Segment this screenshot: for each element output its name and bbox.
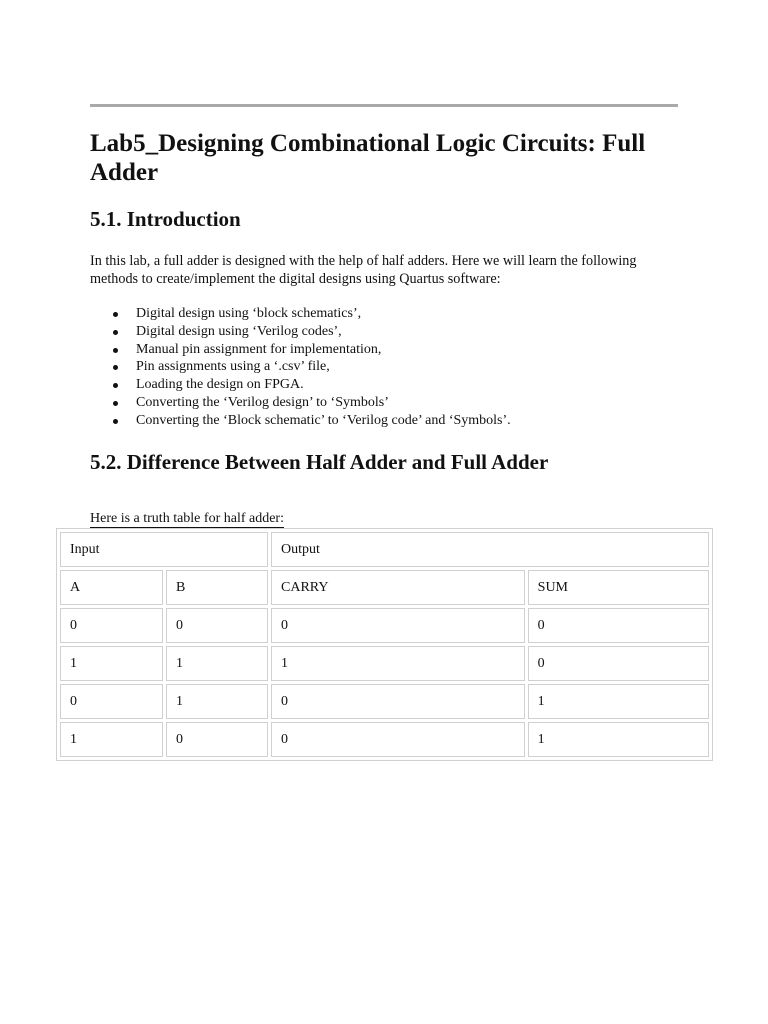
methods-list	[90, 305, 511, 430]
introduction-line-2: methods to create/implement the digital designs using Quartus software:	[90, 271, 501, 287]
list-item-text: Manual pin assignment for implementation,	[136, 341, 382, 357]
table-column-header-row	[60, 570, 709, 605]
table-cell: 0	[528, 608, 709, 643]
list-item-text: Loading the design on FPGA.	[136, 377, 304, 393]
bullet-icon	[113, 365, 118, 370]
difference-heading: 5.2. Difference Between Half Adder and Full Adder	[90, 450, 549, 474]
table-cell: 1	[271, 646, 525, 681]
table-cell: 1	[166, 646, 268, 681]
table-row	[60, 684, 709, 719]
list-item-text: Converting the ‘Verilog design’ to ‘Symbols’	[136, 394, 389, 410]
bullet-icon	[113, 348, 118, 353]
introduction-paragraph	[90, 252, 690, 288]
table-row	[60, 722, 709, 757]
bullet-icon	[113, 401, 118, 406]
table-cell: 1	[528, 684, 709, 719]
input-group-header: Input	[60, 532, 268, 567]
list-item	[90, 358, 511, 376]
table-cell: 0	[166, 608, 268, 643]
bullet-icon	[113, 330, 118, 335]
list-item	[90, 305, 511, 323]
bullet-icon	[113, 312, 118, 317]
table-cell: 0	[60, 608, 163, 643]
list-item	[90, 394, 511, 412]
list-item	[90, 376, 511, 394]
introduction-heading: 5.1. Introduction	[90, 207, 241, 231]
introduction-line-1: In this lab, a full adder is designed with the help of half adders. Here we will learn the following	[90, 253, 637, 269]
table-row	[60, 608, 709, 643]
table-cell: 0	[271, 684, 525, 719]
table-caption: Here is a truth table for half adder:	[90, 511, 284, 526]
table-group-header-row	[60, 532, 709, 567]
list-item	[90, 412, 511, 430]
list-item-text: Digital design using ‘block schematics’,	[136, 306, 362, 321]
table-cell: 1	[60, 646, 163, 681]
table-cell: 0	[166, 722, 268, 757]
table-cell: 1	[166, 684, 268, 719]
column-header-sum: SUM	[528, 570, 709, 605]
list-item	[90, 323, 511, 341]
column-header-carry: CARRY	[271, 570, 525, 605]
bullet-icon	[113, 419, 118, 424]
column-header-b: B	[166, 570, 268, 605]
half-adder-truth-table	[56, 528, 713, 761]
list-item-text: Pin assignments using a ‘.csv’ file,	[136, 359, 330, 375]
table-cell: 0	[528, 646, 709, 681]
column-header-a: A	[60, 570, 163, 605]
table-cell: 0	[271, 722, 525, 757]
table-cell: 1	[528, 722, 709, 757]
table-row	[60, 646, 709, 681]
list-item-text: Converting the ‘Block schematic’ to ‘Verilog code’ and ‘Symbols’.	[136, 412, 511, 428]
bullet-icon	[113, 383, 118, 388]
page-title: Lab5_Designing Combinational Logic Circuits: Full Adder	[90, 130, 646, 186]
list-item-text: Digital design using ‘Verilog codes’,	[136, 323, 342, 339]
table-cell: 1	[60, 722, 163, 757]
table-cell: 0	[60, 684, 163, 719]
table-cell: 0	[271, 608, 525, 643]
list-item	[90, 341, 511, 359]
output-group-header: Output	[271, 532, 709, 567]
top-horizontal-rule	[90, 104, 678, 107]
